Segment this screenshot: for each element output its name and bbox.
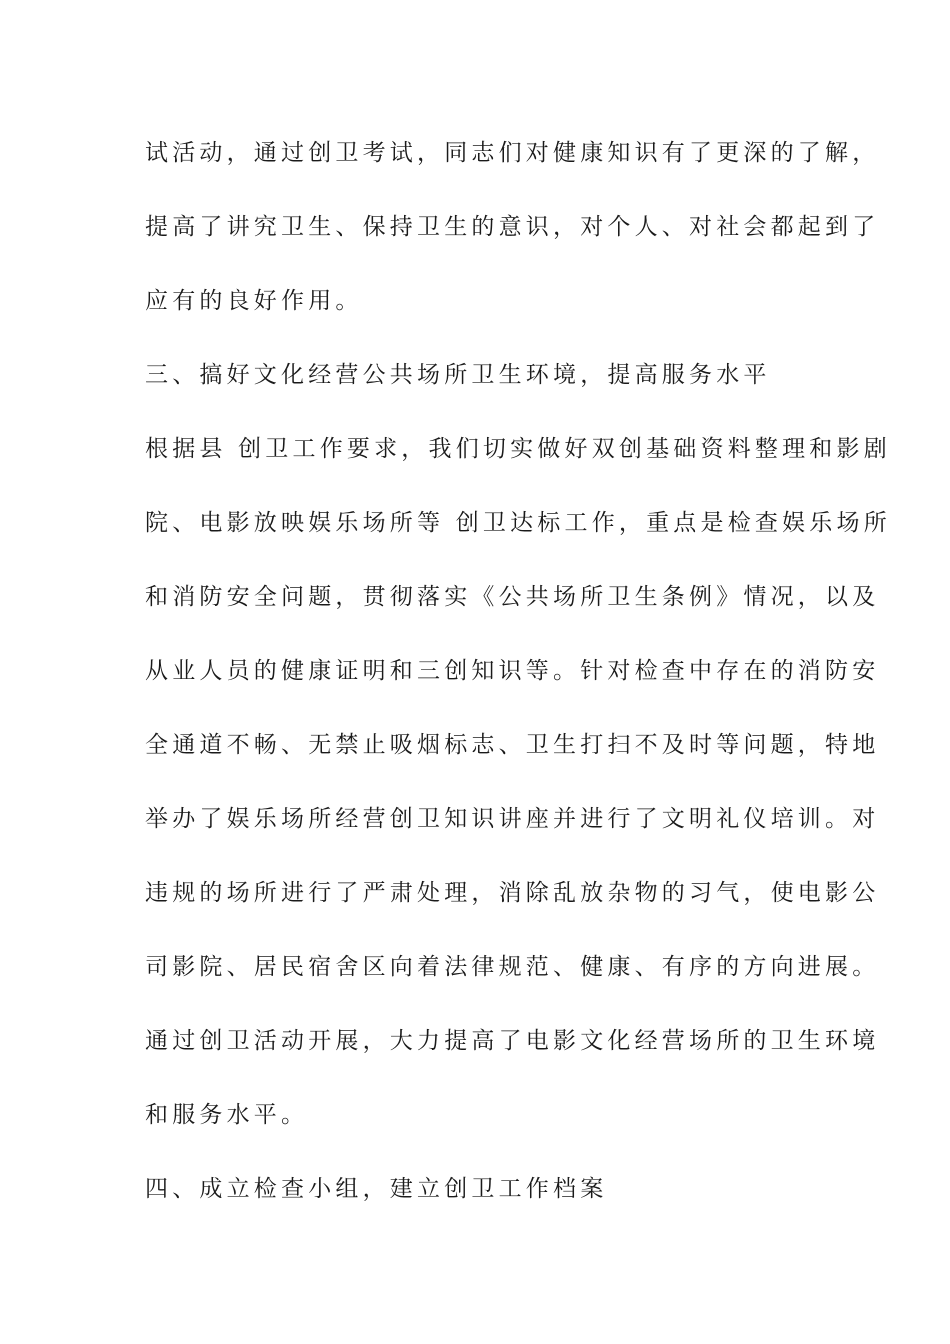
text-line: 根据县 创卫工作要求，我们切实做好双创基础资料整理和影剧	[145, 436, 891, 462]
text-line: 司影院、居民宿舍区向着法律规范、健康、有序的方向进展。	[145, 954, 880, 980]
text-line: 试活动，通过创卫考试，同志们对健康知识有了更深的了解，	[145, 140, 880, 166]
section-heading: 三、搞好文化经营公共场所卫生环境，提高服务水平	[145, 362, 771, 388]
section-heading: 四、成立检查小组，建立创卫工作档案	[145, 1176, 608, 1202]
text-line: 全通道不畅、无禁止吸烟标志、卫生打扫不及时等问题，特地	[145, 732, 880, 758]
text-line: 和服务水平。	[145, 1102, 309, 1128]
text-line: 院、电影放映娱乐场所等 创卫达标工作，重点是检查娱乐场所	[145, 510, 891, 536]
text-line: 应有的良好作用。	[145, 288, 363, 314]
text-line: 通过创卫活动开展，大力提高了电影文化经营场所的卫生环境	[145, 1028, 880, 1054]
text-line: 和消防安全问题，贯彻落实《公共场所卫生条例》情况，以及	[145, 584, 880, 610]
text-line: 提高了讲究卫生、保持卫生的意识，对个人、对社会都起到了	[145, 214, 880, 240]
text-line: 举办了娱乐场所经营创卫知识讲座并进行了文明礼仪培训。对	[145, 806, 880, 832]
text-line: 违规的场所进行了严肃处理，消除乱放杂物的习气，使电影公	[145, 880, 880, 906]
text-line: 从业人员的健康证明和三创知识等。针对检查中存在的消防安	[145, 658, 880, 684]
